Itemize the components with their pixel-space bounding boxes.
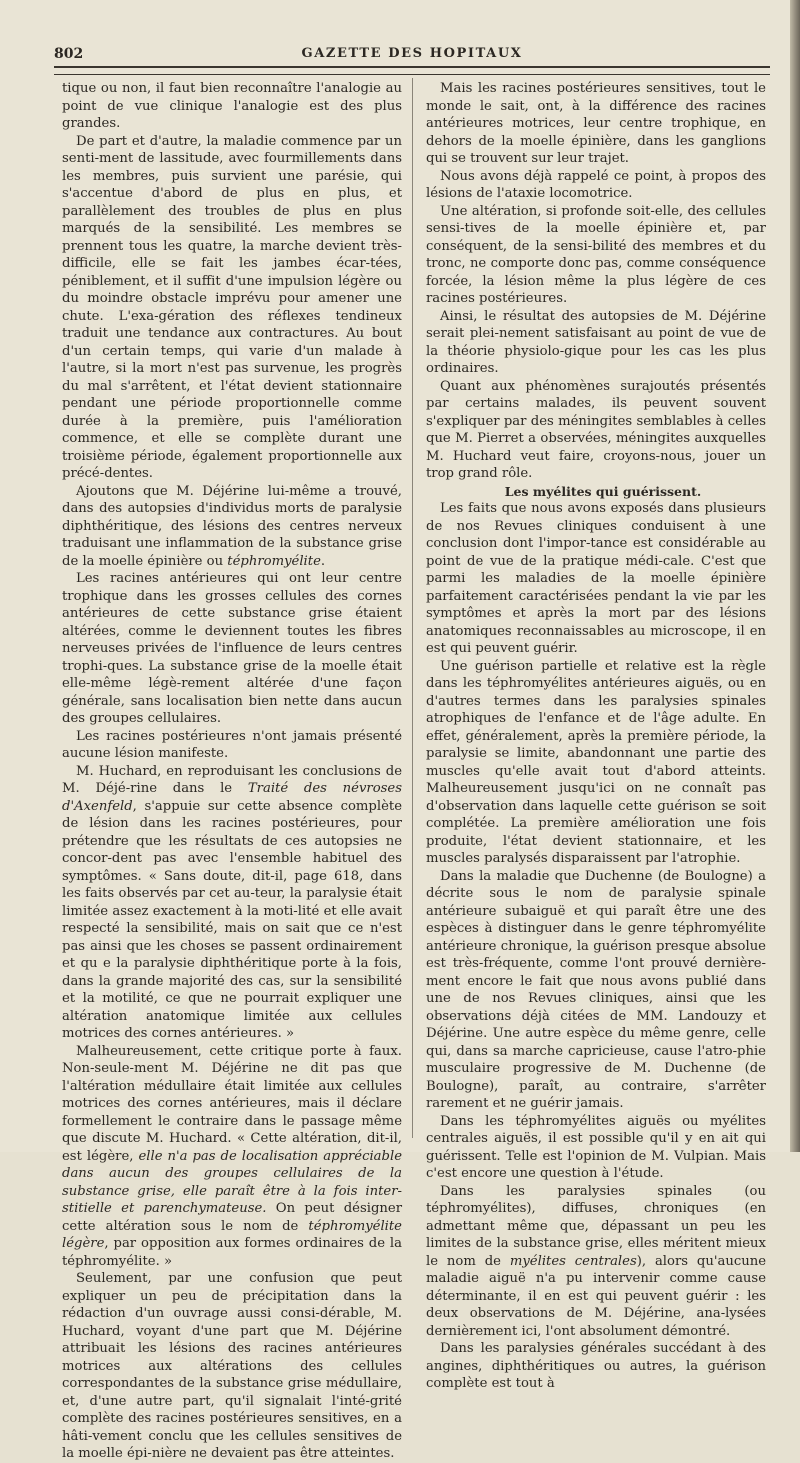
paragraph: De part et d'autre, la maladie commence par un senti-ment de lassitude, avec fourmillements dans les membres, puis survient une parésie, qui s'accentue d'abord de plus en plus, et parallèlement des troubles de plus en plus marqués de la sensibilité. Les membres se prennent tous les quatre, la marche devient très-difficile, elle se fait les jambes écar-tées, péniblement, et il suffit d'une impulsion légère ou du moindre obstacle imprévu pour amener une chute. L'exa-gération des réflexes tendineux traduit une tendance aux contractures. Au bout d'un certain temps, qui varie d'un malade à l'autre, si la mort n'est pas survenue, les progrès du mal s'arrêtent, et l'état devient stationnaire pendant une période proportionnelle comme durée à la première, puis l'amélioration commence, et elle se complète durant une troisième période, également proportionnelle aux précé-dentes. [62,133,402,481]
text-run: ), alors qu'aucune maladie aiguë n'a pu intervenir comme cause déterminante, il en est qui peuvent guérir : les deux observations de M. Déjérine, ana-lysées dernièrement ici, l'ont absolument démontré. [426,1253,767,1339]
left-column [62,80,402,1463]
paragraph [62,763,402,1043]
text-run: . [320,553,326,569]
paragraph: Seulement, par une confusion que peut expliquer un peu de précipitation dans la rédaction d'un ouvrage aussi consi-dérable, M. Huchard, voyant d'une part que M. Déjérine attribuait les lésions des racines antérieures motrices aux altérations des cellules correspondantes de la substance grise médullaire, et, d'une autre part, qu'il signalait l'inté-grité complète des racines postérieures sensitives, en a hâti-vement conclu que les cellules sensitives de la moelle épi-nière ne devaient pas être atteintes. [62,1271,402,1461]
paragraph: Dans les téphromyélites aiguës ou myélites centrales aiguës, il est possible qu'il y en ait qui guérissent. Telle est l'opinion de M. Vulpian. Mais c'est encore une question à l'étude. [426,1113,766,1181]
page-header [54,44,770,64]
text-run: Dans les paralysies spinales (ou téphromyélites), diffuses, chroniques (en admettant même que, dépassant un peu les limites de la substance grise, elles méritent mieux le nom de [426,1183,766,1269]
text-run: , s'appuie sur cette absence complète de lésion dans les racines postérieures, pour prétendre que les résultats de ces autopsies ne concor-dent pas avec l'ensemble habituel des symptômes. « Sans doute, dit-il, page 618, dans les faits observés par cet au-teur, la paralysie était limitée assez exactement à la moti-lité et elle avait respecté la sensibilité, mais on sait que ce n'est pas ainsi que les choses se passent ordinairement et qu e la paralysie diphthéritique porte à la fois, dans la grande majorité des cas, sur la sensibilité et la motilité, ce que ne pourrait expliquer une altération anatomique limitée aux cellules motrices des cornes antérieures. » [62,798,402,1041]
paragraph [62,483,402,571]
paragraph: Dans la maladie que Duchenne (de Boulogne) a décrite sous le nom de paralysie spinale antérieure subaiguë et qui paraît être une des espèces à distinguer dans le genre téphromyélite antérieure chronique, la guérison presque absolue est très-fréquente, comme l'ont prouvé dernière-ment encore le fait que nous avons publié dans une de nos Revues cliniques, ainsi que les observations déjà citées de MM. Landouzy et Déjérine. Une autre espèce du même genre, celle qui, dans sa marche capricieuse, cause l'atro-phie musculaire progressive de M. Duchenne (de Boulogne), paraît, au contraire, s'arrêter rarement et ne guérir jamais. [426,868,766,1111]
paragraph: Ainsi, le résultat des autopsies de M. Déjérine serait plei-nement satisfaisant au point de vue de la théorie physiolo-gique pour les cas les plus ordinaires. [426,308,766,376]
text-run: M. Huchard, en reproduisant les conclusions de M. Déjé-rine dans le [62,763,402,796]
paragraph: tique ou non, il faut bien reconnaître l'analogie au point de vue clinique l'analogie est des plus grandes. [62,81,402,131]
paragraph [62,1043,402,1271]
text-run: Malheureusement, cette critique porte à faux. Non-seule-ment M. Déjérine ne dit pas que l'altération médullaire était limitée aux cellules motrices des cornes antérieures, mais il déclare formellement le contraire dans le passage même que discute M. Huchard. « Cette altération, dit-il, est légère, [62,1043,402,1164]
column-divider [412,78,413,1138]
paragraph: Dans les paralysies générales succédant à des angines, diphthéritiques ou autres, la guérison complète est tout à [426,1341,766,1391]
paragraph: Les racines antérieures qui ont leur centre trophique dans les grosses cellules des cornes antérieures de cette substance grise étaient altérées, comme le deviennent toutes les fibres nerveuses privées de l'influence de leurs centres trophi-ques. La substance grise de la moelle était elle-même légè-rement altérée d'une façon générale, sans localisation bien nette dans aucun des groupes cellulaires. [62,571,402,726]
italic-quote: elle n'a pas de localisation appréciable dans aucun des groupes cellulaires de la substance grise, elle paraît être à la fois inter-stitielle et parenchymateuse. [62,1148,402,1216]
italic-term: téphromyélite [227,553,321,569]
paragraph: Mais les racines postérieures sensitives, tout le monde le sait, ont, à la différence des racines antérieures motrices, leur centre trophique, en dehors de la moelle épinière, dans les ganglions qui se trouvent sur leur trajet. [426,81,766,166]
text-run: Ajoutons que M. Déjérine lui-même a trouvé, dans des autopsies d'individus morts de paralysie diphthéritique, des lésions des centres nerveux traduisant une inflammation de la substance grise de la moelle épinière ou [62,483,402,569]
italic-term: téphromyélite légère [62,1218,402,1251]
paragraph: Nous avons déjà rappelé ce point, à propos des lésions de l'ataxie locomotrice. [426,168,766,201]
paragraph: Une guérison partielle et relative est la règle dans les téphromyélites antérieures aiguës, ou en d'autres termes dans les paralysies spinales atrophiques de l'enfance et de l'âge adulte. En effet, généralement, après la première période, la paralysie se limite, abandonnant une partie des muscles qu'elle avait tout d'abord atteints. Malheureusement jusqu'ici on ne connaît pas d'observation dans laquelle cette guérison se soit complétée. La première amélioration une fois produite, l'état devient stationnaire, et les muscles paralysés disparaissent par l'atrophie. [426,658,766,866]
book-title: Traité des névroses d'Axenfeld [62,781,402,814]
page-spine [790,0,800,1152]
paragraph: Les racines postérieures n'ont jamais présenté aucune lésion manifeste. [62,728,402,761]
text-run: , par opposition aux formes ordinaires de la téphromyélite. » [62,1236,402,1269]
paragraph: Une altération, si profonde soit-elle, des cellules sensi-tives de la moelle épinière et, par conséquent, de la sensi-bilité des membres et du tronc, ne comporte donc pas, comme conséquence forcée, la lésion même la plus légère de ces racines postérieures. [426,203,766,306]
italic-term: myélites centrales [509,1253,637,1269]
text-run: On peut désigner cette altération sous le nom de [62,1201,402,1234]
running-title: GAZETTE DES HOPITAUX [301,46,523,61]
right-column [426,80,766,1393]
paragraph [426,1183,766,1341]
paragraph: Quant aux phénomènes surajoutés présentés par certains malades, ils peuvent souvent s'expliquer par des méningites semblables à celles que M. Pierret a observées, méningites auxquelles M. Huchard veut faire, croyons-nous, jouer un trop grand rôle. [426,378,766,481]
section-heading: Les myélites qui guérissent. [504,483,702,499]
paragraph: Les faits que nous avons exposés dans plusieurs de nos Revues cliniques conduisent à une conclusion dont l'impor-tance est considérable au point de vue de la pratique médi-cale. C'est que parmi les maladies de la moelle épinière parfaitement caractérisées pendant la vie par les symptômes et après la mort par des lésions anatomiques reconnaissables au microscope, il en est qui peuvent guérir. [426,501,766,656]
header-rule [54,66,770,75]
page-number: 802 [54,46,84,62]
